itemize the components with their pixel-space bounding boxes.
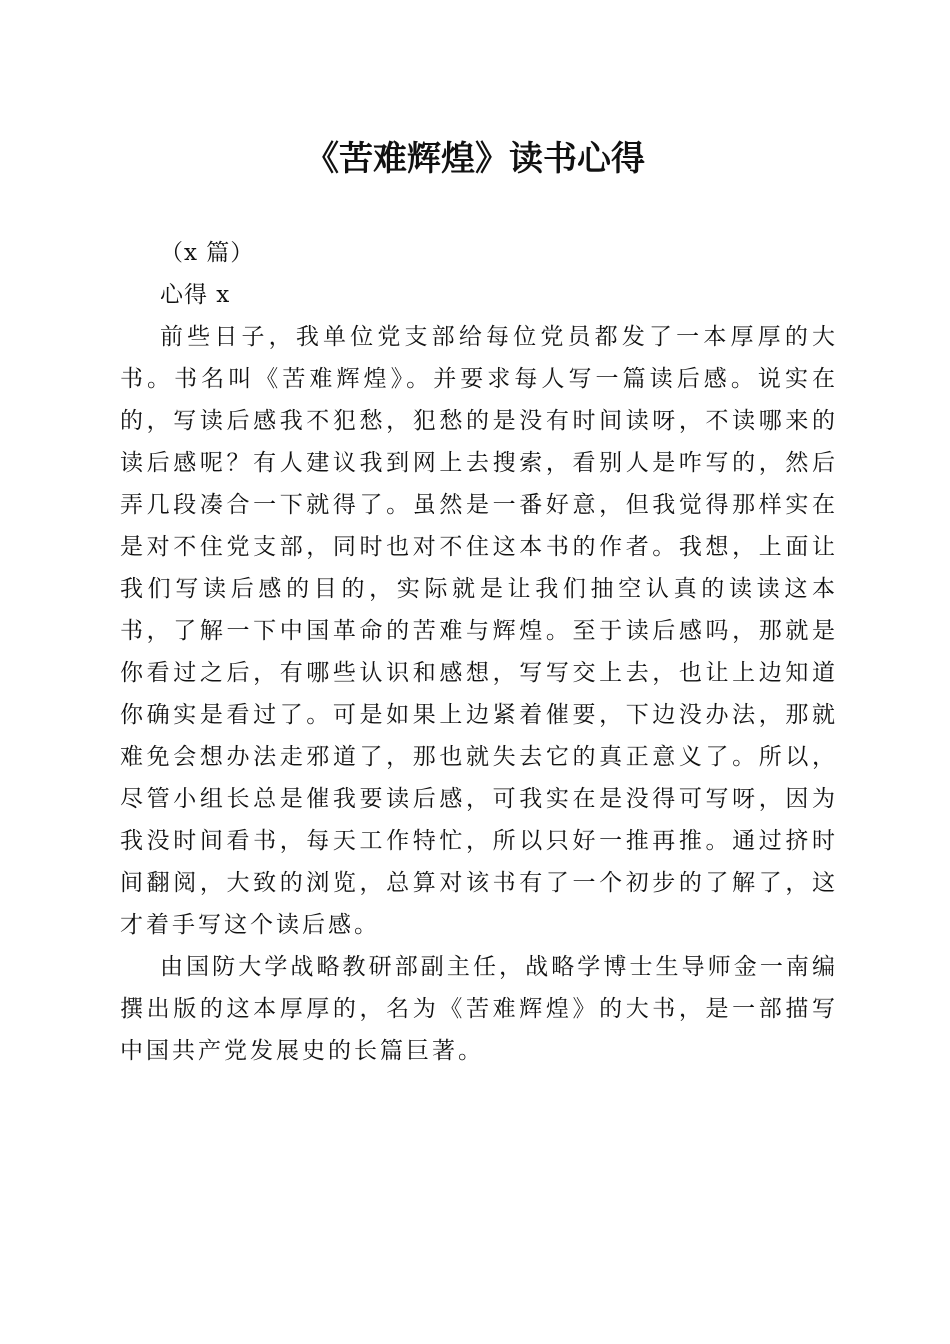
document-body xyxy=(120,232,838,1072)
section-label: 心得 x xyxy=(160,282,231,308)
subtitle: （x 篇） xyxy=(160,240,255,266)
paragraph-1: 前些日子，我单位党支部给每位党员都发了一本厚厚的大书。书名叫《苦难辉煌》。并要求每人写一篇读后感。说实在的，写读后感我不犯愁，犯愁的是没有时间读呀，不读哪来的读后感呢？有人建议我到网上去搜索，看别人是咋写的，然后弄几段凑合一下就得了。虽然是一番好意，但我觉得那样实在是对不住党支部，同时也对不住这本书的作者。我想，上面让我们写读后感的目的，实际就是让我们抽空认真的读读这本书，了解一下中国革命的苦难与辉煌。至于读后感吗，那就是你看过之后，有哪些认识和感想，写写交上去，也让上边知道你确实是看过了。可是如果上边紧着催要，下边没办法，那就难免会想办法走邪道了，那也就失去它的真正意义了。所以，尽管小组长总是催我要读后感，可我实在是没得可写呀，因为我没时间看书，每天工作特忙，所以只好一推再推。通过挤时间翻阅，大致的浏览，总算对该书有了一个初步的了解了，这才着手写这个读后感。 xyxy=(120,324,838,938)
document-title: 《苦难辉煌》读书心得 xyxy=(305,139,645,179)
paragraph-2: 由国防大学战略教研部副主任，战略学博士生导师金一南编撰出版的这本厚厚的，名为《苦难辉煌》的大书，是一部描写中国共产党发展史的长篇巨著。 xyxy=(120,954,838,1064)
